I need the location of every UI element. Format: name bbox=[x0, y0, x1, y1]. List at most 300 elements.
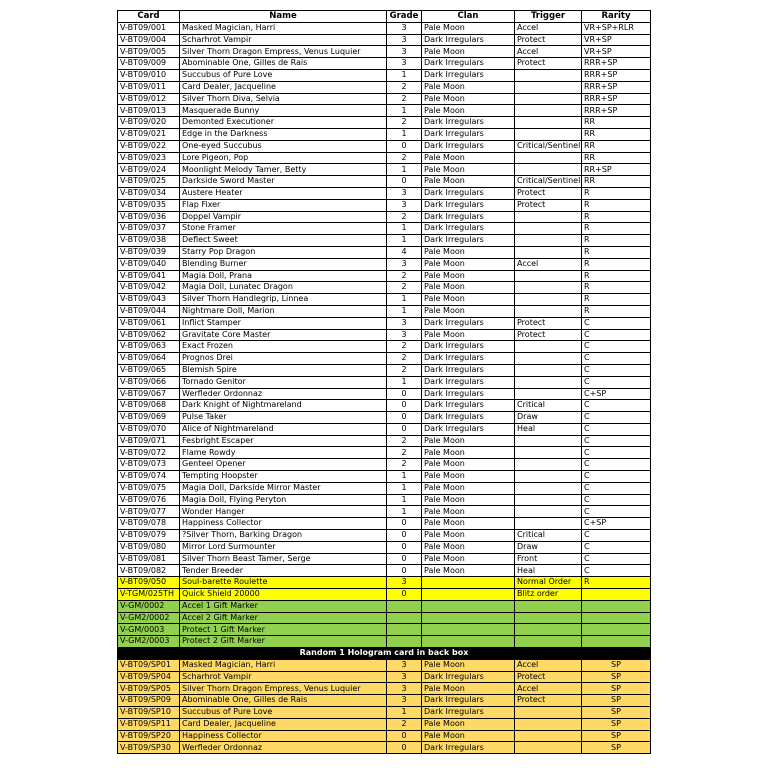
cell-clan: Pale Moon bbox=[422, 459, 515, 471]
cell-trigger: Draw bbox=[515, 412, 582, 424]
cell-clan: Dark Irregulars bbox=[422, 400, 515, 412]
cell-clan: Dark Irregulars bbox=[422, 69, 515, 81]
cell-clan: Dark Irregulars bbox=[422, 707, 515, 719]
cell-name: Darkside Sword Master bbox=[180, 176, 387, 188]
cell-card: V-BT09/042 bbox=[118, 282, 180, 294]
cell-grade: 0 bbox=[387, 589, 422, 601]
cell-grade: 2 bbox=[387, 718, 422, 730]
table-row bbox=[118, 69, 651, 81]
cell-grade: 1 bbox=[387, 164, 422, 176]
cell-trigger: Critical bbox=[515, 530, 582, 542]
cell-clan: Dark Irregulars bbox=[422, 117, 515, 129]
cell-name: Stone Framer bbox=[180, 223, 387, 235]
cell-name: Werfleder Ordonnaz bbox=[180, 742, 387, 754]
cell-name: Blemish Spire bbox=[180, 364, 387, 376]
cell-grade: 3 bbox=[387, 659, 422, 671]
cell-rarity: R bbox=[582, 577, 651, 589]
cell-name: Silver Thorn Dragon Empress, Venus Luquier bbox=[180, 683, 387, 695]
cell-rarity: C bbox=[582, 565, 651, 577]
cell-clan: Pale Moon bbox=[422, 22, 515, 34]
cell-trigger bbox=[515, 718, 582, 730]
cell-grade: 2 bbox=[387, 152, 422, 164]
table-row bbox=[118, 105, 651, 117]
cell-clan: Pale Moon bbox=[422, 258, 515, 270]
cell-card: V-BT09/040 bbox=[118, 258, 180, 270]
cell-card: V-BT09/077 bbox=[118, 506, 180, 518]
cell-rarity: C bbox=[582, 482, 651, 494]
cell-trigger bbox=[515, 471, 582, 483]
cell-trigger bbox=[515, 211, 582, 223]
cell-trigger: Accel bbox=[515, 258, 582, 270]
table-row bbox=[118, 353, 651, 365]
cell-card: V-BT09/035 bbox=[118, 199, 180, 211]
cell-name: ?Silver Thorn, Barking Dragon bbox=[180, 530, 387, 542]
table-row bbox=[118, 364, 651, 376]
cell-clan: Pale Moon bbox=[422, 164, 515, 176]
cell-trigger: Heal bbox=[515, 565, 582, 577]
sp-row bbox=[118, 730, 651, 742]
cell-grade: 1 bbox=[387, 471, 422, 483]
cell-name: Fesbright Escaper bbox=[180, 435, 387, 447]
cell-trigger: Front bbox=[515, 553, 582, 565]
cell-trigger bbox=[515, 353, 582, 365]
cell-name: Mirror Lord Surmounter bbox=[180, 541, 387, 553]
table-row bbox=[118, 34, 651, 46]
cell-name: Inflict Stamper bbox=[180, 317, 387, 329]
cell-name: Tender Breeder bbox=[180, 565, 387, 577]
cell-card: V-BT09/023 bbox=[118, 152, 180, 164]
cell-name: Masquerade Bunny bbox=[180, 105, 387, 117]
cell-name: Demonted Executioner bbox=[180, 117, 387, 129]
cell-clan: Dark Irregulars bbox=[422, 34, 515, 46]
special-row bbox=[118, 577, 651, 589]
cell-card: V-BT09/043 bbox=[118, 294, 180, 306]
cell-clan: Pale Moon bbox=[422, 471, 515, 483]
cell-trigger bbox=[515, 128, 582, 140]
cell-card: V-BT09/024 bbox=[118, 164, 180, 176]
cell-card: V-BT09/037 bbox=[118, 223, 180, 235]
cell-card: V-BT09/050 bbox=[118, 577, 180, 589]
cell-clan: Pale Moon bbox=[422, 305, 515, 317]
cell-card: V-BT09/069 bbox=[118, 412, 180, 424]
cell-grade: 2 bbox=[387, 435, 422, 447]
cell-name: Abominable One, Gilles de Rais bbox=[180, 695, 387, 707]
cell-grade: 0 bbox=[387, 400, 422, 412]
cell-card: V-BT09/080 bbox=[118, 541, 180, 553]
cell-trigger bbox=[515, 730, 582, 742]
table-row bbox=[118, 22, 651, 34]
cell-card: V-BT09/076 bbox=[118, 494, 180, 506]
cell-rarity: R bbox=[582, 282, 651, 294]
cell-name: Nightmare Doll, Marion bbox=[180, 305, 387, 317]
table-row bbox=[118, 341, 651, 353]
cell-card: V-BT09/011 bbox=[118, 81, 180, 93]
cell-grade: 2 bbox=[387, 459, 422, 471]
cell-clan: Pale Moon bbox=[422, 447, 515, 459]
cell-grade bbox=[387, 600, 422, 612]
cell-clan: Pale Moon bbox=[422, 81, 515, 93]
cell-name: Accel 2 Gift Marker bbox=[180, 612, 387, 624]
cell-clan: Dark Irregulars bbox=[422, 140, 515, 152]
table-row bbox=[118, 294, 651, 306]
cell-trigger bbox=[515, 388, 582, 400]
cell-trigger: Blitz order bbox=[515, 589, 582, 601]
cell-grade: 0 bbox=[387, 140, 422, 152]
cell-rarity: RR bbox=[582, 128, 651, 140]
cell-grade: 1 bbox=[387, 294, 422, 306]
header-trigger: Trigger bbox=[515, 11, 582, 23]
cell-trigger bbox=[515, 447, 582, 459]
cell-card: V-GM2/0002 bbox=[118, 612, 180, 624]
cell-rarity: C bbox=[582, 506, 651, 518]
cell-name: One-eyed Succubus bbox=[180, 140, 387, 152]
cell-rarity: C bbox=[582, 459, 651, 471]
table-row bbox=[118, 270, 651, 282]
table-row bbox=[118, 317, 651, 329]
cell-rarity: SP bbox=[582, 683, 651, 695]
cell-grade: 3 bbox=[387, 577, 422, 589]
cell-rarity bbox=[582, 600, 651, 612]
cell-clan: Pale Moon bbox=[422, 541, 515, 553]
cell-trigger bbox=[515, 376, 582, 388]
cell-grade: 3 bbox=[387, 187, 422, 199]
cell-trigger bbox=[515, 742, 582, 754]
cell-clan: Pale Moon bbox=[422, 246, 515, 258]
cell-card: V-BT09/SP05 bbox=[118, 683, 180, 695]
cell-clan: Dark Irregulars bbox=[422, 388, 515, 400]
cell-card: V-BT09/010 bbox=[118, 69, 180, 81]
cell-trigger: Accel bbox=[515, 683, 582, 695]
cell-name: Deflect Sweet bbox=[180, 235, 387, 247]
cell-name: Pulse Taker bbox=[180, 412, 387, 424]
cell-clan bbox=[422, 589, 515, 601]
cell-card: V-BT09/038 bbox=[118, 235, 180, 247]
table-row bbox=[118, 58, 651, 70]
cell-rarity: R bbox=[582, 211, 651, 223]
cell-trigger bbox=[515, 636, 582, 648]
cell-grade bbox=[387, 636, 422, 648]
cell-name: Succubus of Pure Love bbox=[180, 707, 387, 719]
header-row bbox=[118, 11, 651, 23]
cell-grade: 2 bbox=[387, 341, 422, 353]
cell-rarity: C bbox=[582, 329, 651, 341]
cell-card: V-BT09/036 bbox=[118, 211, 180, 223]
cell-grade: 3 bbox=[387, 317, 422, 329]
cell-name: Magia Doll, Darkside Mirror Master bbox=[180, 482, 387, 494]
cell-rarity: SP bbox=[582, 742, 651, 754]
cell-rarity: C bbox=[582, 553, 651, 565]
cell-card: V-BT09/064 bbox=[118, 353, 180, 365]
cell-grade: 1 bbox=[387, 69, 422, 81]
cell-rarity: RRR+SP bbox=[582, 69, 651, 81]
cell-card: V-GM/0003 bbox=[118, 624, 180, 636]
cell-trigger bbox=[515, 270, 582, 282]
cell-trigger bbox=[515, 364, 582, 376]
sp-row bbox=[118, 707, 651, 719]
cell-trigger bbox=[515, 506, 582, 518]
sp-row bbox=[118, 683, 651, 695]
cell-trigger: Protect bbox=[515, 329, 582, 341]
cell-rarity bbox=[582, 612, 651, 624]
cell-card: V-BT09/067 bbox=[118, 388, 180, 400]
cell-grade: 2 bbox=[387, 211, 422, 223]
gift-marker-row bbox=[118, 612, 651, 624]
cell-trigger bbox=[515, 81, 582, 93]
cell-trigger: Normal Order bbox=[515, 577, 582, 589]
cell-name: Card Dealer, Jacqueline bbox=[180, 718, 387, 730]
cell-name: Silver Thorn Beast Tamer, Serge bbox=[180, 553, 387, 565]
cell-name: Flame Rowdy bbox=[180, 447, 387, 459]
cell-clan: Pale Moon bbox=[422, 435, 515, 447]
cell-trigger: Protect bbox=[515, 199, 582, 211]
cell-grade: 1 bbox=[387, 494, 422, 506]
cell-grade: 2 bbox=[387, 117, 422, 129]
cell-trigger bbox=[515, 246, 582, 258]
cell-name: Tornado Genitor bbox=[180, 376, 387, 388]
cell-clan: Dark Irregulars bbox=[422, 211, 515, 223]
cell-card: V-BT09/005 bbox=[118, 46, 180, 58]
cell-rarity: R bbox=[582, 199, 651, 211]
cell-clan: Pale Moon bbox=[422, 105, 515, 117]
cell-grade: 3 bbox=[387, 34, 422, 46]
table-row bbox=[118, 565, 651, 577]
cell-grade: 1 bbox=[387, 376, 422, 388]
table-row bbox=[118, 199, 651, 211]
cell-grade: 0 bbox=[387, 176, 422, 188]
gift-marker-row bbox=[118, 636, 651, 648]
cell-clan: Dark Irregulars bbox=[422, 742, 515, 754]
cell-name: Prognos Drei bbox=[180, 353, 387, 365]
table-row bbox=[118, 164, 651, 176]
table-row bbox=[118, 435, 651, 447]
table-row bbox=[118, 518, 651, 530]
cell-card: V-BT09/072 bbox=[118, 447, 180, 459]
cell-grade: 1 bbox=[387, 128, 422, 140]
cell-trigger bbox=[515, 341, 582, 353]
table-row bbox=[118, 235, 651, 247]
table-row bbox=[118, 471, 651, 483]
cell-grade: 3 bbox=[387, 199, 422, 211]
table-row bbox=[118, 459, 651, 471]
cell-clan: Dark Irregulars bbox=[422, 353, 515, 365]
cell-grade: 0 bbox=[387, 541, 422, 553]
cell-rarity: C bbox=[582, 341, 651, 353]
cell-trigger: Critical bbox=[515, 400, 582, 412]
cell-grade: 2 bbox=[387, 364, 422, 376]
cell-name: Silver Thorn Diva, Selvia bbox=[180, 93, 387, 105]
table-row bbox=[118, 152, 651, 164]
cell-trigger bbox=[515, 600, 582, 612]
cell-trigger bbox=[515, 459, 582, 471]
cell-name: Silver Thorn Dragon Empress, Venus Luquier bbox=[180, 46, 387, 58]
cell-card: V-BT09/065 bbox=[118, 364, 180, 376]
cell-trigger: Accel bbox=[515, 22, 582, 34]
cell-grade: 2 bbox=[387, 270, 422, 282]
header-clan: Clan bbox=[422, 11, 515, 23]
cell-rarity: VR+SP+RLR bbox=[582, 22, 651, 34]
cell-name: Magia Doll, Lunatec Dragon bbox=[180, 282, 387, 294]
cell-rarity: R bbox=[582, 305, 651, 317]
cell-rarity: VR+SP bbox=[582, 46, 651, 58]
cell-name: Magia Doll, Flying Peryton bbox=[180, 494, 387, 506]
cell-name: Card Dealer, Jacqueline bbox=[180, 81, 387, 93]
table-row bbox=[118, 223, 651, 235]
cell-clan: Pale Moon bbox=[422, 730, 515, 742]
cell-grade: 0 bbox=[387, 742, 422, 754]
cell-card: V-GM2/0003 bbox=[118, 636, 180, 648]
cell-name: Werfleder Ordonnaz bbox=[180, 388, 387, 400]
cell-grade: 2 bbox=[387, 81, 422, 93]
cell-rarity bbox=[582, 624, 651, 636]
cell-name: Accel 1 Gift Marker bbox=[180, 600, 387, 612]
table-row bbox=[118, 187, 651, 199]
cell-clan: Dark Irregulars bbox=[422, 187, 515, 199]
cell-card: V-BT09/039 bbox=[118, 246, 180, 258]
cell-grade: 1 bbox=[387, 506, 422, 518]
cell-trigger bbox=[515, 223, 582, 235]
cell-rarity: C+SP bbox=[582, 518, 651, 530]
cell-card: V-TGM/025TH bbox=[118, 589, 180, 601]
table-row bbox=[118, 246, 651, 258]
cell-card: V-BT09/075 bbox=[118, 482, 180, 494]
cell-card: V-BT09/044 bbox=[118, 305, 180, 317]
cell-trigger: Protect bbox=[515, 671, 582, 683]
cell-rarity: R bbox=[582, 294, 651, 306]
cell-trigger bbox=[515, 518, 582, 530]
cell-name: Protect 1 Gift Marker bbox=[180, 624, 387, 636]
cell-rarity: SP bbox=[582, 730, 651, 742]
cell-card: V-BT09/012 bbox=[118, 93, 180, 105]
cell-card: V-BT09/SP04 bbox=[118, 671, 180, 683]
cell-grade: 1 bbox=[387, 223, 422, 235]
table-row bbox=[118, 128, 651, 140]
cell-card: V-BT09/SP20 bbox=[118, 730, 180, 742]
cell-card: V-BT09/004 bbox=[118, 34, 180, 46]
cell-clan: Pale Moon bbox=[422, 282, 515, 294]
cell-trigger bbox=[515, 624, 582, 636]
cell-grade: 1 bbox=[387, 235, 422, 247]
cell-rarity: RR+SP bbox=[582, 164, 651, 176]
cell-card: V-BT09/078 bbox=[118, 518, 180, 530]
cell-rarity: R bbox=[582, 246, 651, 258]
cell-card: V-BT09/SP11 bbox=[118, 718, 180, 730]
cell-rarity: C bbox=[582, 423, 651, 435]
cell-clan bbox=[422, 636, 515, 648]
cell-grade: 0 bbox=[387, 412, 422, 424]
cell-card: V-BT09/066 bbox=[118, 376, 180, 388]
cell-clan bbox=[422, 600, 515, 612]
table-row bbox=[118, 412, 651, 424]
cell-trigger: Critical/Sentinel bbox=[515, 176, 582, 188]
cell-name: Dark Knight of Nightmareland bbox=[180, 400, 387, 412]
cell-clan: Pale Moon bbox=[422, 176, 515, 188]
cell-rarity: C bbox=[582, 435, 651, 447]
cell-clan: Pale Moon bbox=[422, 518, 515, 530]
cell-trigger bbox=[515, 494, 582, 506]
cell-card: V-BT09/SP01 bbox=[118, 659, 180, 671]
cell-trigger: Critical/Sentinel bbox=[515, 140, 582, 152]
cell-rarity: C bbox=[582, 364, 651, 376]
cell-clan: Pale Moon bbox=[422, 152, 515, 164]
cell-rarity: C bbox=[582, 400, 651, 412]
cell-clan bbox=[422, 612, 515, 624]
cell-name: Scharhrot Vampir bbox=[180, 671, 387, 683]
cell-name: Edge in the Darkness bbox=[180, 128, 387, 140]
cell-rarity bbox=[582, 636, 651, 648]
cell-card: V-BT09/062 bbox=[118, 329, 180, 341]
cell-grade: 3 bbox=[387, 22, 422, 34]
cell-trigger: Protect bbox=[515, 34, 582, 46]
cell-trigger bbox=[515, 105, 582, 117]
cell-clan: Dark Irregulars bbox=[422, 223, 515, 235]
cell-clan: Pale Moon bbox=[422, 482, 515, 494]
cell-card: V-BT09/068 bbox=[118, 400, 180, 412]
cell-name: Flap Fixer bbox=[180, 199, 387, 211]
table-row bbox=[118, 81, 651, 93]
cell-clan: Dark Irregulars bbox=[422, 58, 515, 70]
cell-trigger: Draw bbox=[515, 541, 582, 553]
cell-rarity: R bbox=[582, 223, 651, 235]
cell-grade: 2 bbox=[387, 447, 422, 459]
cell-name: Happiness Collector bbox=[180, 518, 387, 530]
cell-rarity: C bbox=[582, 317, 651, 329]
cell-rarity: C bbox=[582, 353, 651, 365]
cell-card: V-BT09/034 bbox=[118, 187, 180, 199]
cell-clan: Pale Moon bbox=[422, 659, 515, 671]
cell-rarity: C bbox=[582, 447, 651, 459]
cell-clan: Pale Moon bbox=[422, 294, 515, 306]
cell-card: V-BT09/079 bbox=[118, 530, 180, 542]
cell-name: Genteel Opener bbox=[180, 459, 387, 471]
cell-card: V-BT09/SP09 bbox=[118, 695, 180, 707]
cell-grade: 0 bbox=[387, 388, 422, 400]
table-row bbox=[118, 211, 651, 223]
table-row bbox=[118, 282, 651, 294]
cell-rarity: C bbox=[582, 376, 651, 388]
cell-trigger bbox=[515, 435, 582, 447]
cell-rarity: RR bbox=[582, 152, 651, 164]
cell-clan: Dark Irregulars bbox=[422, 423, 515, 435]
cell-name: Doppel Vampir bbox=[180, 211, 387, 223]
cell-rarity: SP bbox=[582, 671, 651, 683]
cell-grade bbox=[387, 624, 422, 636]
cell-rarity: RRR+SP bbox=[582, 81, 651, 93]
cell-name: Magia Doll, Prana bbox=[180, 270, 387, 282]
table-row bbox=[118, 388, 651, 400]
cell-trigger bbox=[515, 235, 582, 247]
cell-clan: Pale Moon bbox=[422, 565, 515, 577]
cell-rarity: RRR+SP bbox=[582, 58, 651, 70]
cell-name: Austere Heater bbox=[180, 187, 387, 199]
cell-grade: 3 bbox=[387, 258, 422, 270]
cell-grade: 0 bbox=[387, 553, 422, 565]
cell-clan bbox=[422, 624, 515, 636]
cell-name: Abominable One, Gilles de Rais bbox=[180, 58, 387, 70]
cell-name: Protect 2 Gift Marker bbox=[180, 636, 387, 648]
cell-trigger bbox=[515, 152, 582, 164]
table-row bbox=[118, 117, 651, 129]
cell-clan: Pale Moon bbox=[422, 530, 515, 542]
cell-card: V-BT09/071 bbox=[118, 435, 180, 447]
cell-rarity: SP bbox=[582, 695, 651, 707]
cell-trigger bbox=[515, 117, 582, 129]
cell-clan: Pale Moon bbox=[422, 494, 515, 506]
cell-grade: 1 bbox=[387, 482, 422, 494]
cell-card: V-BT09/063 bbox=[118, 341, 180, 353]
cell-grade: 0 bbox=[387, 565, 422, 577]
cell-name: Quick Shield 20000 bbox=[180, 589, 387, 601]
cell-trigger bbox=[515, 612, 582, 624]
